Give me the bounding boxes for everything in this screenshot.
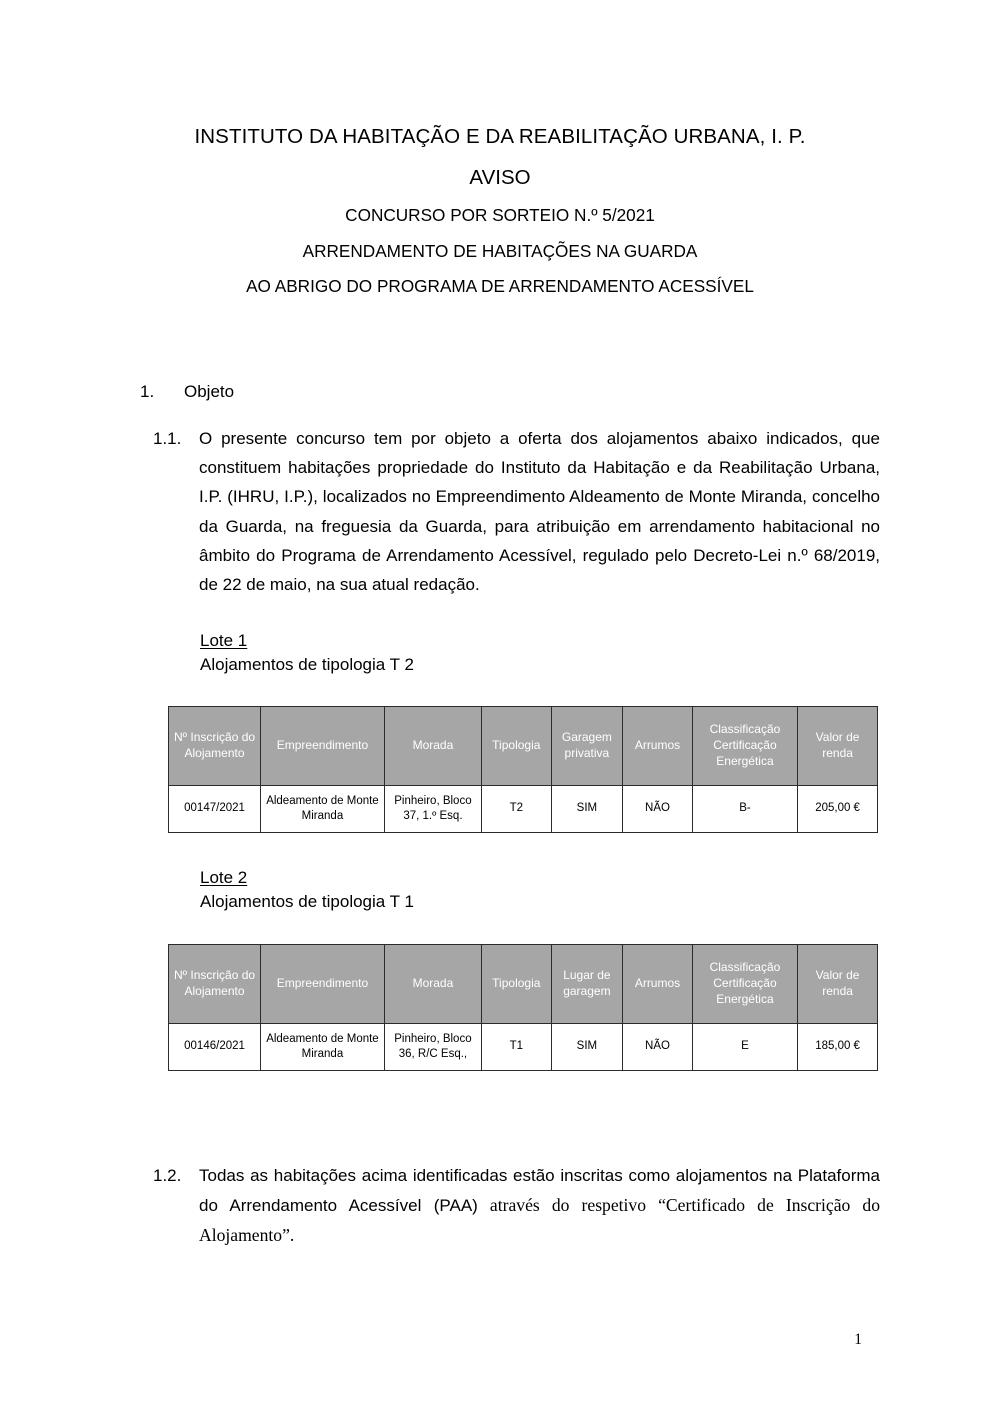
lote-2-label: Lote 2	[200, 868, 248, 887]
column-header-inscricao: Nº Inscrição do Alojamento	[169, 707, 261, 786]
column-header-morada: Morada	[384, 707, 481, 786]
column-header-tipologia: Tipologia	[482, 945, 552, 1024]
cell-empreendimento: Aldeamento de Monte Miranda	[261, 1024, 385, 1071]
section-title: Objeto	[184, 382, 235, 401]
cell-morada: Pinheiro, Bloco 36, R/C Esq.,	[384, 1024, 481, 1071]
cell-arrumos: NÃO	[623, 1024, 693, 1071]
cell-tipologia: T1	[482, 1024, 552, 1071]
institution-title: INSTITUTO DA HABITAÇÃO E DA REABILITAÇÃO URBANA, I. P.	[194, 125, 806, 148]
notice-label: AVISO	[469, 166, 531, 190]
table-header-row	[169, 707, 878, 786]
lote-1-table	[168, 706, 878, 833]
cell-valor: 185,00 €	[798, 1024, 878, 1071]
cell-inscricao: 00147/2021	[169, 786, 261, 833]
lote-2-subtitle: Alojamentos de tipologia T 1	[200, 891, 414, 911]
cell-garagem: SIM	[551, 786, 623, 833]
subtitle-contest-number: CONCURSO POR SORTEIO N.º 5/2021	[345, 205, 655, 226]
subtitle-location: ARRENDAMENTO DE HABITAÇÕES NA GUARDA	[302, 240, 698, 261]
table-row	[169, 1024, 878, 1071]
column-header-inscricao: Nº Inscrição do Alojamento	[169, 945, 261, 1024]
clause-1-2-text-sans: Todas as habitações acima identificadas estão inscritas como alojamentos na Plataforma do Arrendamento Acessível (PAA)	[199, 1166, 880, 1216]
cell-tipologia: T2	[482, 786, 552, 833]
cell-lugar-garagem: SIM	[551, 1024, 623, 1071]
cell-classificacao: E	[692, 1024, 797, 1071]
column-header-empreendimento: Empreendimento	[261, 945, 385, 1024]
column-header-arrumos: Arrumos	[623, 945, 693, 1024]
column-header-empreendimento: Empreendimento	[261, 707, 385, 786]
cell-empreendimento: Aldeamento de Monte Miranda	[261, 786, 385, 833]
section-number: 1.	[140, 382, 155, 401]
column-header-morada: Morada	[384, 945, 481, 1024]
document-header	[100, 124, 900, 298]
column-header-classificacao: Classificação Certificação Energética	[692, 945, 797, 1024]
column-header-arrumos: Arrumos	[623, 707, 693, 786]
column-header-valor: Valor de renda	[798, 945, 878, 1024]
page-number: 1	[854, 1331, 862, 1348]
cell-morada: Pinheiro, Bloco 37, 1.º Esq.	[384, 786, 481, 833]
clause-1-2	[153, 1161, 880, 1251]
section-objeto	[140, 382, 880, 402]
subtitle-program: AO ABRIGO DO PROGRAMA DE ARRENDAMENTO ACESSÍVEL	[246, 276, 754, 297]
lote-1-label: Lote 1	[200, 631, 248, 650]
lote-1-heading	[200, 629, 414, 677]
lote-2-table	[168, 944, 878, 1071]
clause-1-2-text-serif: através do respetivo “Certificado de Inscrição do Alojamento”.	[199, 1195, 880, 1246]
column-header-tipologia: Tipologia	[482, 707, 552, 786]
clause-1-2-number: 1.2.	[153, 1166, 182, 1185]
lote-1-subtitle: Alojamentos de tipologia T 2	[200, 654, 414, 674]
clause-1-1-text: O presente concurso tem por objeto a oferta dos alojamentos abaixo indicados, que constituem habitações propriedade do Instituto da Habitação e da Reabilitação Urbana, I.P. (IHRU, I.P.), localizados no Empreendimento Aldeamento de Monte Miranda, concelho da Guarda, na freguesia da Guarda, para atribuição em arrendamento habitacional no âmbito do Programa de Arrendamento Acessível, regulado pelo Decreto-Lei n.º 68/2019, de 22 de maio, na sua atual redação.	[199, 429, 880, 595]
cell-inscricao: 00146/2021	[169, 1024, 261, 1071]
clause-1-1-number: 1.1.	[153, 429, 182, 448]
cell-classificacao: B-	[692, 786, 797, 833]
clause-1-1	[153, 424, 880, 599]
lote-2-heading	[200, 866, 414, 914]
table-header-row	[169, 945, 878, 1024]
cell-arrumos: NÃO	[623, 786, 693, 833]
column-header-lugar-garagem: Lugar de garagem	[551, 945, 623, 1024]
column-header-classificacao: Classificação Certificação Energética	[692, 707, 797, 786]
table-row	[169, 786, 878, 833]
column-header-valor: Valor de renda	[798, 707, 878, 786]
clause-1-2-text	[199, 1161, 880, 1251]
column-header-garagem: Garagem privativa	[551, 707, 623, 786]
cell-valor: 205,00 €	[798, 786, 878, 833]
